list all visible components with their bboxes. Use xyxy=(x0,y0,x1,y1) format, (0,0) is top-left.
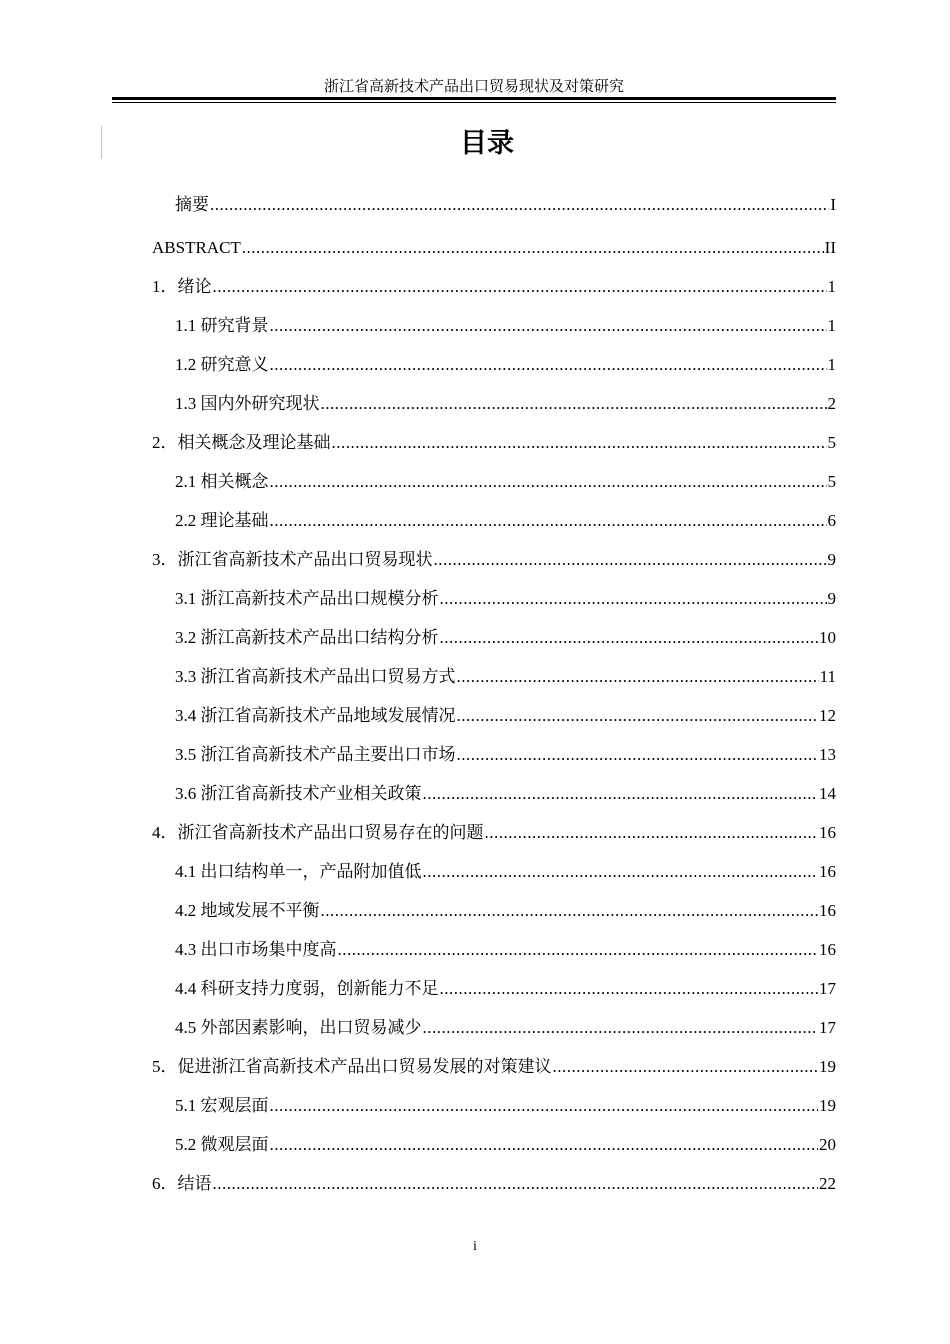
toc-entry-label: 5.1 宏观层面 xyxy=(175,1096,269,1115)
dot-leader xyxy=(321,392,827,416)
toc-entry-label: 3．浙江省高新技术产品出口贸易现状 xyxy=(152,550,433,569)
toc-entry[interactable] xyxy=(152,431,836,455)
dot-leader xyxy=(440,626,819,650)
dot-leader xyxy=(434,548,827,572)
toc-entry[interactable] xyxy=(175,470,836,494)
toc-entry-page: 9 xyxy=(827,589,836,608)
toc-entry[interactable] xyxy=(152,548,836,572)
dot-leader xyxy=(457,665,819,689)
toc-entry-label: 1.3 国内外研究现状 xyxy=(175,394,320,413)
toc-entry-page: 16 xyxy=(819,862,836,881)
toc-entry-label: 1．绪论 xyxy=(152,277,212,296)
toc-entry[interactable] xyxy=(175,314,836,338)
toc-entry[interactable] xyxy=(175,587,836,611)
toc-entry-page: 20 xyxy=(819,1135,836,1154)
toc-entry-page: 19 xyxy=(819,1057,836,1076)
toc-entry[interactable] xyxy=(152,236,836,260)
toc-entry-label: 3.4 浙江省高新技术产品地域发展情况 xyxy=(175,706,456,725)
toc-entry[interactable] xyxy=(175,860,836,884)
dot-leader xyxy=(213,1172,819,1196)
toc-entry-page: 13 xyxy=(819,745,836,764)
toc-entry-page: 9 xyxy=(827,550,836,569)
toc-entry-page: 11 xyxy=(819,667,836,686)
toc-entry[interactable] xyxy=(152,1055,836,1079)
toc-entry-label: 4.1 出口结构单一，产品附加值低 xyxy=(175,862,422,881)
header-rule-thin xyxy=(112,102,836,103)
toc-entry-label: 3.5 浙江省高新技术产品主要出口市场 xyxy=(175,745,456,764)
toc-entry[interactable] xyxy=(175,509,836,533)
toc-entry-page: 1 xyxy=(827,355,836,374)
toc-entry-label: 3.2 浙江高新技术产品出口结构分析 xyxy=(175,628,439,647)
toc-entry[interactable] xyxy=(175,977,836,1001)
toc-entry-label: 6．结语 xyxy=(152,1174,212,1193)
toc-entry-page: 16 xyxy=(819,823,836,842)
toc-entry[interactable] xyxy=(152,1172,836,1196)
dot-leader xyxy=(270,1094,819,1118)
dot-leader xyxy=(440,977,819,1001)
dot-leader xyxy=(332,431,827,455)
toc-entry-page: 10 xyxy=(819,628,836,647)
dot-leader xyxy=(270,509,827,533)
toc-entry[interactable] xyxy=(175,899,836,923)
dot-leader xyxy=(423,782,819,806)
running-header: 浙江省高新技术产品出口贸易现状及对策研究 xyxy=(323,79,624,95)
toc-title: 目录 xyxy=(460,128,514,159)
dot-leader xyxy=(457,704,819,728)
toc-entry[interactable] xyxy=(175,626,836,650)
toc-entry-label: 4.3 出口市场集中度高 xyxy=(175,940,337,959)
toc-entry-page: 6 xyxy=(827,511,836,530)
dot-leader xyxy=(242,236,824,260)
dot-leader xyxy=(270,314,827,338)
page-number: i xyxy=(473,1239,477,1254)
toc-entry-label: 3.3 浙江省高新技术产品出口贸易方式 xyxy=(175,667,456,686)
toc-entry[interactable] xyxy=(175,353,836,377)
toc-entry-page: 5 xyxy=(827,472,836,491)
dot-leader xyxy=(423,860,819,884)
dot-leader xyxy=(270,353,827,377)
toc-entry-page: 17 xyxy=(819,1018,836,1037)
dot-leader xyxy=(553,1055,819,1079)
toc-entry-label: 3.1 浙江高新技术产品出口规模分析 xyxy=(175,589,439,608)
toc-entry[interactable] xyxy=(175,193,836,217)
toc-entry-label: 5．促进浙江省高新技术产品出口贸易发展的对策建议 xyxy=(152,1057,552,1076)
dot-leader xyxy=(213,275,827,299)
dot-leader xyxy=(440,587,827,611)
toc-entry-label: 3.6 浙江省高新技术产业相关政策 xyxy=(175,784,422,803)
toc-entry-page: 16 xyxy=(819,940,836,959)
toc-entry[interactable] xyxy=(152,821,836,845)
toc-entry[interactable] xyxy=(175,1133,836,1157)
toc-entry[interactable] xyxy=(175,392,836,416)
toc-entry-page: 17 xyxy=(819,979,836,998)
toc-entry-page: 5 xyxy=(827,433,836,452)
toc-entry-page: 12 xyxy=(819,706,836,725)
toc-entry[interactable] xyxy=(152,275,836,299)
dot-leader xyxy=(457,743,819,767)
toc-entry[interactable] xyxy=(175,1016,836,1040)
toc-entry-page: 1 xyxy=(827,277,836,296)
dot-leader xyxy=(210,193,829,217)
toc-entry-label: 4．浙江省高新技术产品出口贸易存在的问题 xyxy=(152,823,484,842)
toc-entry-label: 2.1 相关概念 xyxy=(175,472,269,491)
toc-entry[interactable] xyxy=(175,1094,836,1118)
toc-entry-label: 摘要 xyxy=(175,195,209,214)
toc-entry-page: I xyxy=(830,195,836,214)
header-rule xyxy=(112,97,836,100)
toc-entry-label: 4.5 外部因素影响，出口贸易减少 xyxy=(175,1018,422,1037)
toc-entry[interactable] xyxy=(175,665,836,689)
toc-entry-label: 2．相关概念及理论基础 xyxy=(152,433,331,452)
margin-mark xyxy=(101,126,102,159)
toc-entry[interactable] xyxy=(175,743,836,767)
toc-entry-page: 16 xyxy=(819,901,836,920)
dot-leader xyxy=(485,821,819,845)
toc-entry-label: ABSTRACT xyxy=(152,238,241,257)
toc-entry-label: 1.1 研究背景 xyxy=(175,316,269,335)
toc-entry-label: 2.2 理论基础 xyxy=(175,511,269,530)
toc-entry[interactable] xyxy=(175,782,836,806)
toc-entry-page: 1 xyxy=(827,316,836,335)
dot-leader xyxy=(270,1133,819,1157)
toc-entry-label: 4.2 地域发展不平衡 xyxy=(175,901,320,920)
toc-entry-page: 14 xyxy=(819,784,836,803)
toc-entry-label: 5.2 微观层面 xyxy=(175,1135,269,1154)
dot-leader xyxy=(338,938,819,962)
toc-entry[interactable] xyxy=(175,938,836,962)
toc-entry-label: 4.4 科研支持力度弱，创新能力不足 xyxy=(175,979,439,998)
toc-entry-page: 19 xyxy=(819,1096,836,1115)
toc-entry[interactable] xyxy=(175,704,836,728)
toc-entry-page: 22 xyxy=(819,1174,836,1193)
toc-entry-page: II xyxy=(824,238,836,257)
dot-leader xyxy=(423,1016,819,1040)
toc-entry-page: 2 xyxy=(827,394,836,413)
dot-leader xyxy=(321,899,819,923)
toc-entry-label: 1.2 研究意义 xyxy=(175,355,269,374)
dot-leader xyxy=(270,470,827,494)
